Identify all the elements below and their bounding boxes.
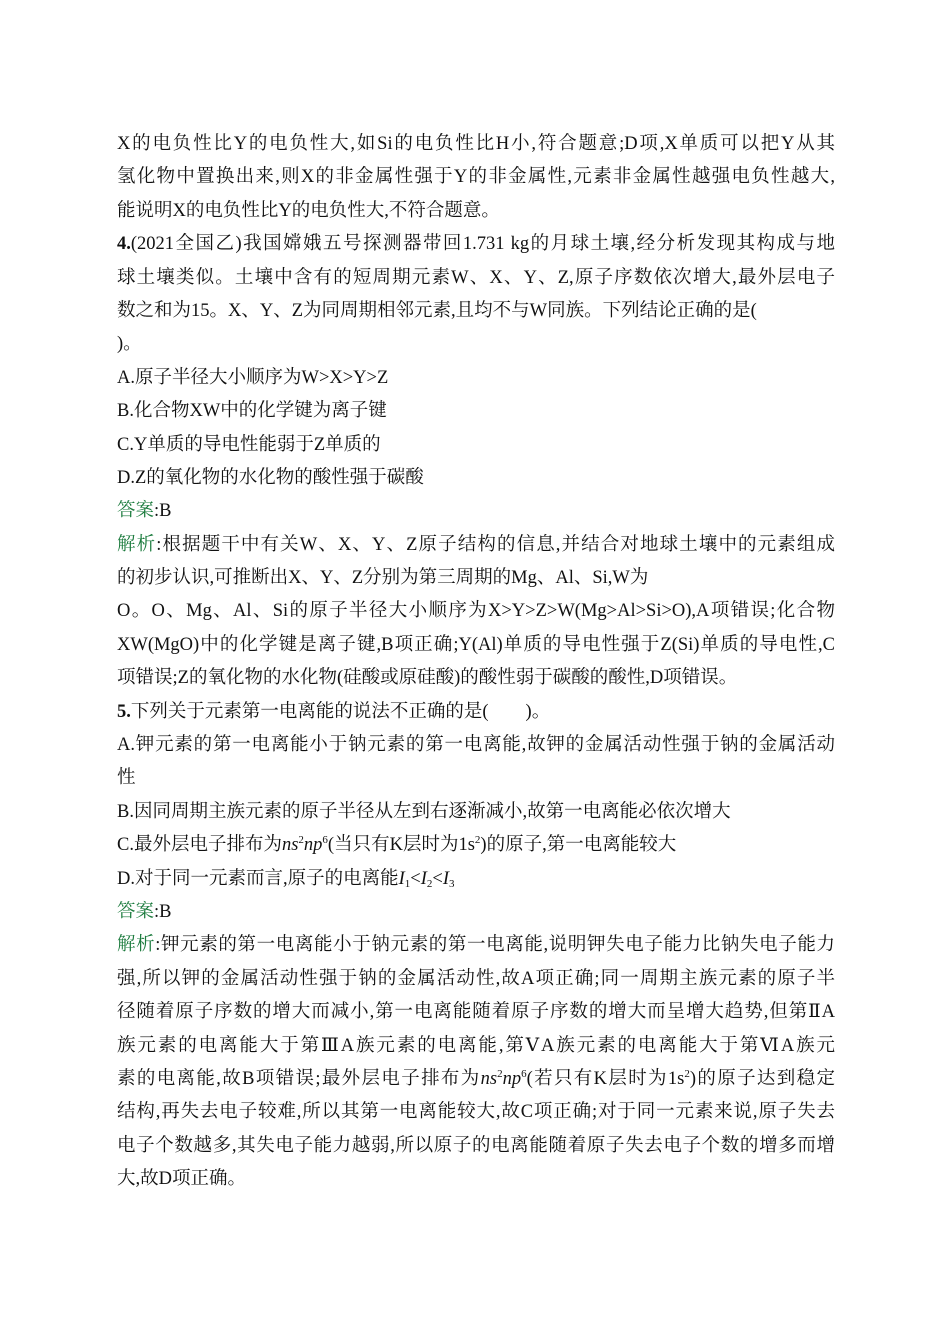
question-4-answer: 答案:B (117, 501, 172, 522)
question-4-option-b: B.化合物XW中的化学键为离子键 (117, 401, 387, 422)
question-4-stem-line: 球土壤类似。土壤中含有的短周期元素W、X、Y、Z,原子序数依次增大,最外层电子 (117, 267, 835, 288)
question-5-number: 5. (117, 701, 131, 722)
question-5-option-d: D.对于同一元素而言,原子的电离能$I_1<I_2<I_3$ (117, 868, 455, 890)
question-4-number: 4. (117, 234, 131, 255)
analysis-label: 解析 (117, 935, 156, 956)
text-line: 能说明X的电负性比Y的电负性大,不符合题意。 (117, 200, 500, 221)
question-5-option-c: C.最外层电子排布为$ns^2np^6$(当只有K层时为$1s^2$)的原子,第一电离能较大 (117, 834, 677, 856)
question-4-analysis-line: 解析:根据题干中有关W、X、Y、Z原子结构的信息,并结合对地球土壤中的元素组成 (117, 534, 835, 555)
question-4-option-c: C.Y单质的导电性能弱于Z单质的 (117, 434, 381, 455)
question-5-answer: 答案:B (117, 901, 172, 922)
question-4-analysis-line: 的初步认识,可推断出X、Y、Z分别为第三周期的Mg、Al、Si,W为 (117, 568, 649, 589)
analysis-label: 解析 (117, 534, 157, 555)
question-5-option-a: A.钾元素的第一电离能小于钠元素的第一电离能,故钾的金属活动性强于钠的金属活动 (117, 735, 835, 756)
question-4-option-a: A.原子半径大小顺序为W>X>Y>Z (117, 367, 389, 388)
question-4-option-d: D.Z的氧化物的水化物的酸性强于碳酸 (117, 467, 424, 488)
question-5-analysis-line: 结构,再失去电子较难,所以其第一电离能较大,故C项正确;对于同一元素来说,原子失去 (117, 1102, 835, 1123)
question-5-analysis-line: 电子个数越多,其失电子能力越弱,所以原子的电离能随着原子失去电子个数的增多而增 (117, 1135, 835, 1156)
question-4-stem-line: 数之和为15。X、Y、Z为同周期相邻元素,且均不与W同族。下列结论正确的是( (117, 300, 757, 321)
question-5-analysis-line: 大,故D项正确。 (117, 1169, 246, 1190)
question-4-stem-line: 4.(2021全国乙)我国嫦娥五号探测器带回1.731 kg的月球土壤,经分析发现其构成与地 (117, 234, 835, 255)
text-line: X的电负性比Y的电负性大,如Si的电负性比H小,符合题意;D项,X单质可以把Y从其 (117, 134, 835, 154)
page-content (117, 128, 835, 1197)
question-5-analysis-line: 素的电离能,故B项错误;最外层电子排布为$ns^2np^6$(若只有K层时为$1s^2$)的原子达到稳定 (117, 1067, 835, 1089)
question-4-stem-line: )。 (117, 334, 142, 355)
question-5-analysis-line: 解析:钾元素的第一电离能小于钠元素的第一电离能,说明钾失电子能力比钠失电子能力 (117, 935, 835, 956)
question-5-option-a: 性 (117, 768, 136, 789)
question-5-analysis-line: 径随着原子序数的增大而减小,第一电离能随着原子序数的增大而呈增大趋势,但第ⅡA (117, 1002, 835, 1023)
text-line: 氢化物中置换出来,则X的非金属性强于Y的非金属性,元素非金属性越强电负性越大, (117, 167, 835, 188)
question-4-analysis-line: XW(MgO)中的化学键是离子键,B项正确;Y(Al)单质的导电性强于Z(Si)单质的导电性,C (117, 634, 835, 655)
answer-label: 答案 (117, 501, 155, 522)
question-4-analysis-line: O。O、Mg、Al、Si的原子半径大小顺序为X>Y>Z>W(Mg>Al>Si>O),A项错误;化合物 (117, 601, 835, 622)
question-5-analysis-line: 族元素的电离能大于第ⅢA族元素的电离能,第ⅤA族元素的电离能大于第ⅥA族元 (117, 1035, 835, 1056)
question-5-analysis-line: 强,所以钾的金属活动性强于钠的金属活动性,故A项正确;同一周期主族元素的原子半 (117, 968, 835, 989)
question-5-option-b: B.因同周期主族元素的原子半径从左到右逐渐减小,故第一电离能必依次增大 (117, 801, 731, 822)
answer-label: 答案 (117, 901, 155, 922)
question-5-stem: 5.下列关于元素第一电离能的说法不正确的是( )。 (117, 701, 551, 722)
question-4-analysis-line: 项错误;Z的氧化物的水化物(硅酸或原硅酸)的酸性弱于碳酸的酸性,D项错误。 (117, 668, 738, 689)
